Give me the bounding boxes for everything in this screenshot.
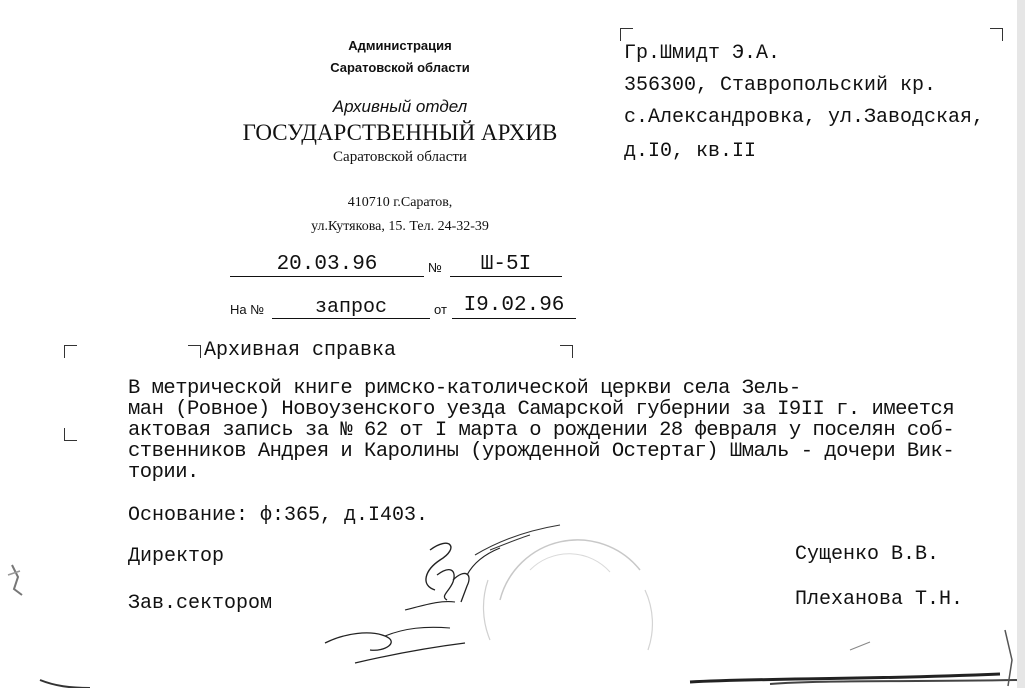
address-line-2: ул.Кутякова, 15. Тел. 24-32-39 [311,219,489,234]
head-label: Зав.сектором [128,592,273,615]
recipient-name: Гр.Шмидт Э.А. [624,42,781,65]
date-underline [230,276,424,277]
department-name: Архивный отдел [332,97,468,116]
recipient-street: с.Александровка, ул.Заводская, [624,106,985,129]
number-label: № [428,260,442,275]
body-line-2: ман (Ровное) Новоузенского уезда Самарской губернии за I9II г. имеется [128,398,955,421]
recipient-postcode: 356300, Ставропольский кр. [624,74,937,97]
recipient-house: д.I0, кв.II [624,140,757,163]
org-name: Администрация [348,38,452,53]
body-corner-left [64,428,77,441]
title-corner-mid [188,345,201,358]
org-region: Саратовской области [330,60,470,75]
scan-edge-artifacts [0,620,1025,688]
number-underline [450,276,562,277]
document-title: Архивная справка [204,339,397,362]
reference-date-underline [452,318,576,319]
pen-stroke [470,520,570,560]
reference-from-label: от [434,302,447,317]
body-line-1: В метрической книге римско-католической церкви села Зель- [128,377,801,400]
address-corner-right [990,28,1003,41]
body-line-5: тории. [128,461,199,484]
director-label: Директор [128,545,225,568]
reference-label: На № [230,302,265,317]
director-name: Сущенко В.В. [795,543,940,566]
body-line-4: ственников Андрея и Каролины (урожденной Остертаг) Шмаль - дочери Вик- [128,440,955,463]
archive-name: ГОСУДАРСТВЕННЫЙ АРХИВ [242,120,558,145]
body-line-3: актовая запись за № 62 от I марта о рождении 28 февраля у поселян соб- [128,419,955,442]
basis-line: Основание: ф:365, д.I403. [128,504,429,527]
reference-value: запрос [314,296,387,319]
reference-date: I9.02.96 [463,294,565,317]
outgoing-date: 20.03.96 [276,253,378,276]
address-line-1: 410710 г.Саратов, [347,195,453,210]
head-name: Плеханова Т.Н. [795,588,964,611]
address-corner-left [620,28,633,41]
title-corner-right [560,345,573,358]
archive-region: Саратовской области [333,149,467,165]
outgoing-number: Ш-5I [480,253,532,276]
right-scan-edge [1017,0,1025,688]
title-corner-left [64,345,77,358]
left-edge-speckle [0,555,40,605]
